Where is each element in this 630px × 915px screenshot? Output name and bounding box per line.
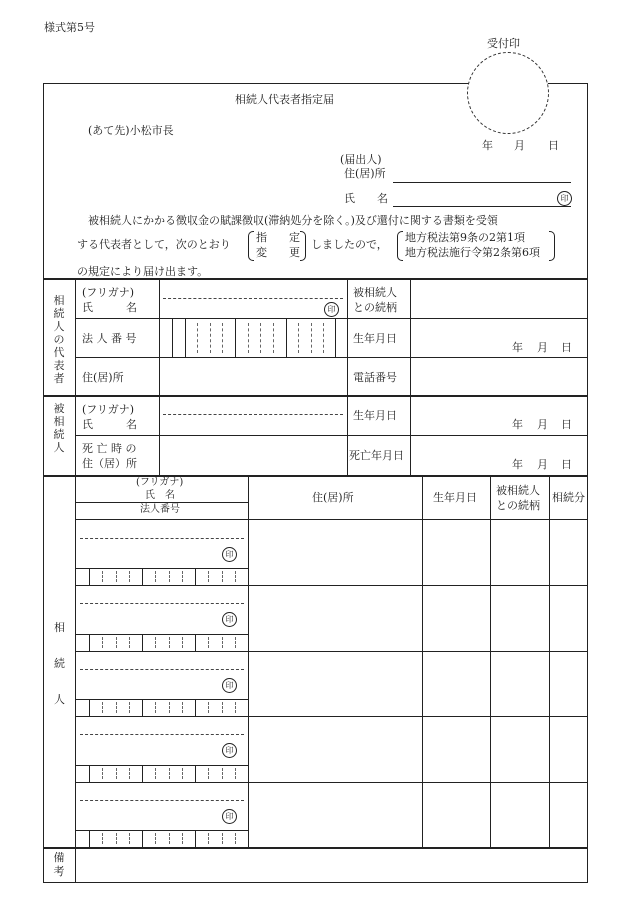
heirs-col-corp-no: 法人番号 <box>140 504 180 515</box>
heir-name-field[interactable] <box>76 520 248 568</box>
heir-share-field[interactable] <box>550 520 587 585</box>
bracket-choice-left <box>248 231 254 261</box>
corp-digit-divider <box>273 323 274 353</box>
heir-corp-number-field[interactable] <box>76 634 248 651</box>
heir-seal-icon: 印 <box>222 678 237 693</box>
date-year: 年 <box>482 139 493 152</box>
heir-address-field[interactable] <box>249 782 422 847</box>
rep-corp-number-boxes[interactable] <box>172 319 336 357</box>
heir-seal-icon: 印 <box>222 547 237 562</box>
date-month: 月 <box>514 139 525 152</box>
dec-name-label: 氏 名 <box>82 418 137 431</box>
heir-share-field[interactable] <box>550 782 587 847</box>
divider-decedent-top <box>43 395 588 397</box>
corp-digit-divider <box>210 323 211 353</box>
heir-relation-field[interactable] <box>491 651 549 716</box>
rep-relation-label-2: との続柄 <box>353 301 397 314</box>
dec-death-address-label-2: 住（居）所 <box>82 457 137 470</box>
rep-seal-icon: 印 <box>324 302 339 317</box>
heir-corp-number-field[interactable] <box>76 765 248 782</box>
heir-share-field[interactable] <box>550 716 587 782</box>
representative-section-label: 相続人の代表者 <box>53 294 65 385</box>
form-title: 相続人代表者指定届 <box>235 93 334 106</box>
heir-share-field[interactable] <box>550 585 587 651</box>
addressee: (あて先)小松市長 <box>88 124 174 137</box>
heirs-col-birthdate: 生年月日 <box>433 491 477 504</box>
decedent-section-label: 被相続人 <box>53 402 65 454</box>
receipt-stamp-label: 受付印 <box>487 37 520 50</box>
heir-row <box>76 585 587 651</box>
law-reference-1: 地方税法第9条の2第1項 <box>405 231 525 244</box>
body-line-1: 被相続人にかかる徴収金の賦課徴収(滞納処分を除く。)及び還付に関する書類を受領 <box>88 214 498 227</box>
heirs-col-relation-2: との続柄 <box>496 499 540 512</box>
heir-birthdate-field[interactable] <box>423 520 490 585</box>
heirs-col-furigana: (フリガナ) <box>136 477 184 488</box>
rep-relation-label-1: 被相続人 <box>353 286 397 299</box>
rep-phone-label: 電話番号 <box>353 371 397 384</box>
heir-row <box>76 782 587 847</box>
heir-name-field[interactable] <box>76 651 248 699</box>
remarks-field[interactable] <box>76 849 587 881</box>
rep-furigana-label: (フリガナ) <box>82 286 135 299</box>
heirs-col-relation-1: 被相続人 <box>496 484 540 497</box>
corp-digit-divider <box>248 323 249 353</box>
corp-digit-divider <box>298 323 299 353</box>
corp-digit-divider <box>235 319 236 357</box>
rep-birth-year: 年 <box>512 341 523 354</box>
applicant-name-label: 氏 名 <box>344 192 388 205</box>
heir-address-field[interactable] <box>249 651 422 716</box>
corp-digit-divider <box>197 323 198 353</box>
divider-heirs-top <box>43 475 588 477</box>
body-line-3: の規定により届け出ます。 <box>77 265 209 278</box>
heir-name-field[interactable] <box>76 585 248 634</box>
rep-furigana-dash <box>163 298 343 299</box>
dec-death-month: 月 <box>537 458 548 471</box>
date-day: 日 <box>548 139 559 152</box>
corp-digit-divider <box>323 323 324 353</box>
law-reference-2: 地方税法施行令第2条第6項 <box>405 246 540 259</box>
corp-digit-divider <box>311 323 312 353</box>
applicant-address-line <box>393 182 571 183</box>
heir-row <box>76 651 587 716</box>
rep-phone-field[interactable] <box>411 358 587 395</box>
heir-corp-number-field[interactable] <box>76 830 248 847</box>
heir-share-field[interactable] <box>550 651 587 716</box>
heirs-section-label-2: 続 <box>54 657 65 670</box>
bracket-law-right <box>549 231 555 261</box>
heirs-header-mid-line <box>75 502 248 503</box>
heir-corp-number-field[interactable] <box>76 568 248 585</box>
rep-col-divider-c <box>347 279 348 396</box>
heir-seal-icon: 印 <box>222 612 237 627</box>
rep-birthdate-label: 生年月日 <box>353 332 397 345</box>
dec-birth-month: 月 <box>537 418 548 431</box>
heir-relation-field[interactable] <box>491 520 549 585</box>
heir-name-field[interactable] <box>76 782 248 830</box>
heir-corp-number-field[interactable] <box>76 699 248 716</box>
rep-relation-field[interactable] <box>411 280 587 317</box>
applicant-seal-icon: 印 <box>557 191 572 206</box>
heir-birthdate-field[interactable] <box>423 782 490 847</box>
heir-address-field[interactable] <box>249 716 422 782</box>
heir-name-field[interactable] <box>76 716 248 765</box>
rep-address-label: 住(居)所 <box>82 371 124 384</box>
heir-address-field[interactable] <box>249 585 422 651</box>
applicant-name-line <box>393 206 571 207</box>
dec-death-year: 年 <box>512 458 523 471</box>
dec-death-day: 日 <box>561 458 572 471</box>
corp-digit-divider <box>286 319 287 357</box>
heir-row <box>76 520 587 585</box>
dec-furigana-dash <box>163 414 343 415</box>
body-line-2b: しましたので， <box>311 238 388 251</box>
heir-row <box>76 716 587 782</box>
heir-relation-field[interactable] <box>491 782 549 847</box>
rep-address-field[interactable] <box>160 358 346 395</box>
bracket-law-left <box>397 231 403 261</box>
applicant-heading: (届出人) <box>340 153 382 166</box>
rep-name-label: 氏 名 <box>82 301 137 314</box>
heir-address-field[interactable] <box>249 520 422 585</box>
heir-relation-field[interactable] <box>491 585 549 651</box>
rep-col-divider-a <box>75 279 76 396</box>
dec-death-address-field[interactable] <box>160 436 346 474</box>
heirs-col-address: 住(居)所 <box>312 491 354 504</box>
heirs-section-label-3: 人 <box>54 693 65 706</box>
heir-birthdate-field[interactable] <box>423 716 490 782</box>
heirs-col-share: 相続分 <box>552 491 585 504</box>
rep-corp-no-label: 法 人 番 号 <box>82 332 137 345</box>
dec-birth-year: 年 <box>512 418 523 431</box>
corp-digit-divider <box>260 323 261 353</box>
heir-seal-icon: 印 <box>222 809 237 824</box>
choice-designate: 指 定 <box>256 231 300 244</box>
body-line-2a: する代表者として，次のとおり <box>77 238 231 251</box>
dec-birth-day: 日 <box>561 418 572 431</box>
bracket-choice-right <box>300 231 306 261</box>
choice-change: 変 更 <box>256 246 300 259</box>
heirs-section-label-1: 相 <box>54 621 65 634</box>
rep-birth-day: 日 <box>561 341 572 354</box>
form-number: 様式第5号 <box>44 21 95 34</box>
corp-digit-divider <box>185 319 186 357</box>
corp-digit-divider <box>222 323 223 353</box>
receipt-stamp-circle <box>467 52 549 134</box>
dec-death-date-label: 死亡年月日 <box>349 449 404 462</box>
applicant-address-label: 住(居)所 <box>344 167 386 180</box>
dec-death-address-label-1: 死 亡 時 の <box>82 442 137 455</box>
remarks-label: 備考 <box>53 851 65 878</box>
dec-birthdate-label: 生年月日 <box>353 409 397 422</box>
heir-birthdate-field[interactable] <box>423 651 490 716</box>
dec-furigana-label: (フリガナ) <box>82 403 135 416</box>
heir-birthdate-field[interactable] <box>423 585 490 651</box>
heir-relation-field[interactable] <box>491 716 549 782</box>
rep-birth-month: 月 <box>537 341 548 354</box>
heirs-col-name: 氏 名 <box>145 490 175 501</box>
heir-seal-icon: 印 <box>222 743 237 758</box>
